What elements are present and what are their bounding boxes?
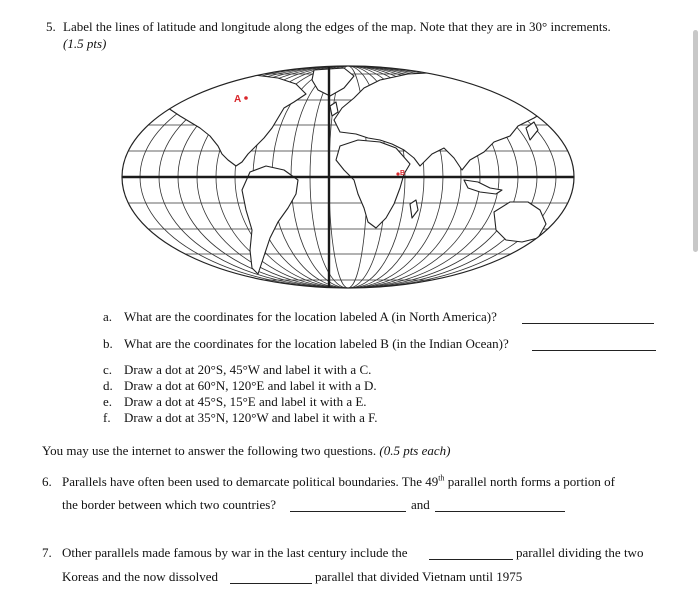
q5a-answer-blank[interactable] [522, 312, 654, 324]
island-madagascar [410, 200, 418, 218]
q5d-letter: d. [103, 378, 113, 393]
q5-text: Label the lines of latitude and longitude along the edges of the map. Note that they are in 30° increments. [63, 19, 611, 34]
q7-line2-end: parallel that divided Vietnam until 1975 [315, 569, 523, 584]
marker-b-label: B [400, 170, 406, 177]
intro-text: You may use the internet to answer the following two questions. [42, 443, 377, 458]
q5f-letter: f. [103, 410, 111, 425]
q7-parallel1-blank[interactable] [429, 548, 513, 560]
q7-line1-end: parallel dividing the two [516, 545, 644, 560]
continent-africa [336, 140, 410, 228]
q7-number: 7. [42, 545, 52, 560]
marker-a-dot [244, 96, 248, 100]
continent-north-america [162, 74, 306, 166]
continent-australia [494, 202, 546, 242]
q5f-text: Draw a dot at 35°N, 120°W and label it with a F. [124, 410, 378, 425]
island-new-zealand [554, 238, 564, 252]
q5-number: 5. [46, 19, 56, 34]
q5c-text: Draw a dot at 20°S, 45°W and label it with a C. [124, 362, 372, 377]
q5e-text: Draw a dot at 45°S, 15°E and label it with a E. [124, 394, 367, 409]
q5b-text: What are the coordinates for the location labeled B (in the Indian Ocean)? [124, 336, 509, 351]
q6-line1 [62, 474, 615, 490]
intro-line [42, 443, 450, 459]
q5d-text: Draw a dot at 60°N, 120°E and label it with a D. [124, 378, 377, 393]
q6-number: 6. [42, 474, 52, 489]
q6-and: and [411, 497, 430, 512]
q5e-letter: e. [103, 394, 113, 409]
q6-line1-start: Parallels have often been used to demarcate political boundaries. The 49 [62, 474, 439, 489]
q5a-text: What are the coordinates for the location labeled A (in North America)? [124, 309, 497, 324]
q5b-letter: b. [103, 336, 113, 351]
q5-points: (1.5 pts) [63, 36, 107, 51]
marker-a-label: A [234, 94, 242, 105]
q5c-letter: c. [103, 362, 113, 377]
q5a-letter: a. [103, 309, 113, 324]
intro-points: (0.5 pts each) [379, 443, 451, 458]
island-britain [330, 102, 338, 116]
islands-indonesia [464, 180, 502, 194]
q7-line2-start: Koreas and the now dissolved [62, 569, 218, 584]
q7-parallel2-blank[interactable] [230, 572, 312, 584]
q5b-answer-blank[interactable] [532, 339, 656, 351]
q7-line1-start: Other parallels made famous by war in the last century include the [62, 545, 408, 560]
q6-country1-blank[interactable] [290, 500, 406, 512]
q6-line2: the border between which two countries? [62, 497, 277, 512]
continent-greenland [312, 68, 354, 96]
q6-line1-end: parallel north forms a portion of [444, 474, 615, 489]
world-map [118, 62, 578, 292]
q6-country2-blank[interactable] [435, 500, 565, 512]
q6-superscript: th [438, 473, 445, 483]
vertical-scrollbar[interactable] [693, 30, 698, 252]
